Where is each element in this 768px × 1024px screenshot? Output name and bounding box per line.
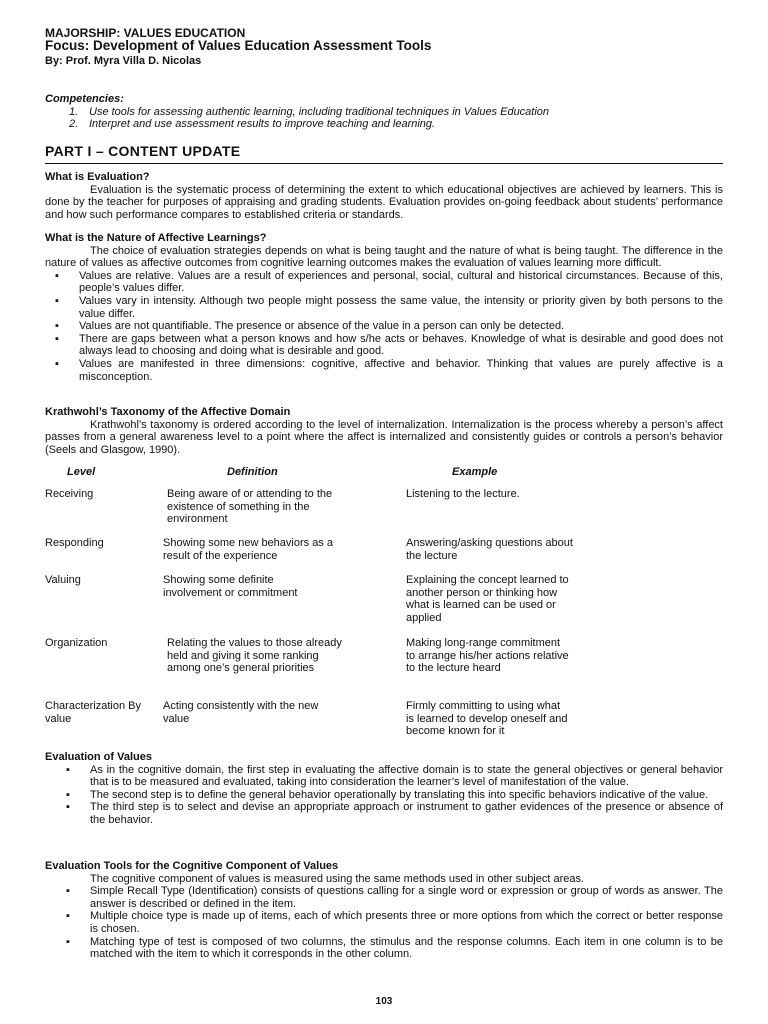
bullet-item: ▪ Simple Recall Type (Identification) consists of questions calling for a single word or expression or group of words as answer. The answer is described or defined in the item. xyxy=(45,885,723,910)
table-cell-definition: Showing some definite involvement or commitment xyxy=(163,574,298,599)
table-cell-level: Receiving xyxy=(45,488,94,500)
section-evaluation xyxy=(45,171,723,221)
table-cell-example: Listening to the lecture. xyxy=(406,488,520,500)
competency-text: Interpret and use assessment results to improve teaching and learning. xyxy=(89,118,436,131)
bullet-item: ▪ Values are relative. Values are a result of experiences and personal, social, cultural and historical circumstances. Because of this, people’s values differ. xyxy=(45,270,723,295)
competencies-title: Competencies: xyxy=(45,93,124,105)
table-cell-level: Characterization By value xyxy=(45,700,141,725)
page-number: 103 xyxy=(375,996,393,1007)
bullet-item: ▪ Values vary in intensity. Although two people might possess the same value, the intensity or priority given by both persons to the value differ. xyxy=(45,295,723,320)
bullet-list xyxy=(45,764,723,827)
section-heading: What is the Nature of Affective Learnings? xyxy=(45,232,267,244)
bullet-list xyxy=(45,885,723,961)
table-cell-example: Making long-range commitment to arrange his/her actions relative to the lecture heard xyxy=(406,637,569,675)
column-header-level: Level xyxy=(67,466,96,478)
bullet-item: ▪ Values are manifested in three dimensions: cognitive, affective and behavior. Thinking that values are purely affective is a misconception. xyxy=(45,358,723,383)
section-paragraph: The cognitive component of values is measured using the same methods used in other subject areas. xyxy=(90,872,585,885)
table-cell-level: Organization xyxy=(45,637,108,649)
competency-text: Use tools for assessing authentic learning, including traditional techniques in Values Education xyxy=(89,105,550,118)
section-evaluation-of-values xyxy=(45,751,723,827)
competency-number: 2. xyxy=(69,118,79,131)
competency-item xyxy=(45,118,725,131)
bullet-item: ▪ The second step is to define the general behavior operationally by translating this into specific behaviors indicative of the value. xyxy=(45,789,723,802)
majorship-title: MAJORSHIP: VALUES EDUCATION xyxy=(45,26,246,40)
section-krathwohl xyxy=(45,406,723,456)
section-heading: What is Evaluation? xyxy=(45,171,150,183)
bullet-item: ▪ Values are not quantifiable. The presence or absence of the value in a person can only be detected. xyxy=(45,320,723,333)
column-header-definition: Definition xyxy=(227,466,278,478)
section-nature-affective xyxy=(45,232,723,383)
section-heading: Evaluation Tools for the Cognitive Component of Values xyxy=(45,860,339,872)
table-cell-example: Firmly committing to using what is learned to develop oneself and become known for it xyxy=(406,700,568,738)
section-heading: Krathwohl’s Taxonomy of the Affective Domain xyxy=(45,406,291,418)
part-title: PART I – CONTENT UPDATE xyxy=(45,143,241,159)
competencies-block xyxy=(45,93,725,131)
competencies-list xyxy=(45,106,725,131)
section-heading: Evaluation of Values xyxy=(45,751,152,763)
table-cell-level: Responding xyxy=(45,537,104,549)
competency-number: 1. xyxy=(69,105,79,118)
section-paragraph: Krathwohl’s taxonomy is ordered according to the level of internalization. Internalization is the process whereby a person’s affect passes from a general awareness level to a point where the affect is internalized and consistently guides or controls a person’s behavior (Seels and Glasgow, 1990). xyxy=(45,418,723,456)
bullet-item: ▪ Multiple choice type is made up of items, each of which presents three or more options from which the correct or better response is chosen. xyxy=(45,910,723,935)
table-cell-level: Valuing xyxy=(45,574,81,586)
table-cell-definition: Acting consistently with the new value xyxy=(163,700,319,725)
focus-title: Focus: Development of Values Education Assessment Tools xyxy=(45,38,432,53)
part-title-underline xyxy=(45,163,723,164)
bullet-item: ▪ As in the cognitive domain, the first step in evaluating the affective domain is to state the general objectives or general behavior that is to be measured and evaluated, taking into consideration the learner’s level of manifestation of the value. xyxy=(45,764,723,789)
table-cell-definition: Showing some new behaviors as a result of the experience xyxy=(163,537,333,562)
bullet-item: ▪ The third step is to select and devise an appropriate approach or instrument to gather evidences of the presence or absence of the behavior. xyxy=(45,801,723,826)
table-cell-example: Explaining the concept learned to another person or thinking how what is learned can be used or applied xyxy=(406,574,569,624)
author-line: By: Prof. Myra Villa D. Nicolas xyxy=(45,55,202,67)
column-header-example: Example xyxy=(452,466,498,478)
table-cell-example: Answering/asking questions about the lecture xyxy=(406,537,573,562)
competency-item xyxy=(45,106,725,119)
bullet-item: ▪ Matching type of test is composed of two columns, the stimulus and the response columns. Each item in one column is to be matched with the item to which it corresponds in the other column. xyxy=(45,936,723,961)
bullet-list xyxy=(45,270,723,383)
section-evaluation-tools xyxy=(45,860,723,961)
bullet-item: ▪ There are gaps between what a person knows and how s/he acts or behaves. Knowledge of what is desirable and good does not always lead to choosing and doing what is desirable and good. xyxy=(45,333,723,358)
table-cell-definition: Being aware of or attending to the existence of something in the environment xyxy=(167,488,333,526)
table-cell-definition: Relating the values to those already held and giving it some ranking among one’s general priorities xyxy=(167,637,342,675)
section-paragraph: The choice of evaluation strategies depends on what is being taught and the nature of what is being taught. The difference in the nature of values as affective outcomes from cognitive learning outcomes makes the evaluation of values learning more difficult. xyxy=(45,244,723,270)
section-paragraph: Evaluation is the systematic process of determining the extent to which educational objectives are achieved by learners. This is done by the teacher for purposes of appraising and grading students. Evaluation provides on-going feedback about students’ performance and how such performance compares to established criteria or standards. xyxy=(45,183,723,221)
